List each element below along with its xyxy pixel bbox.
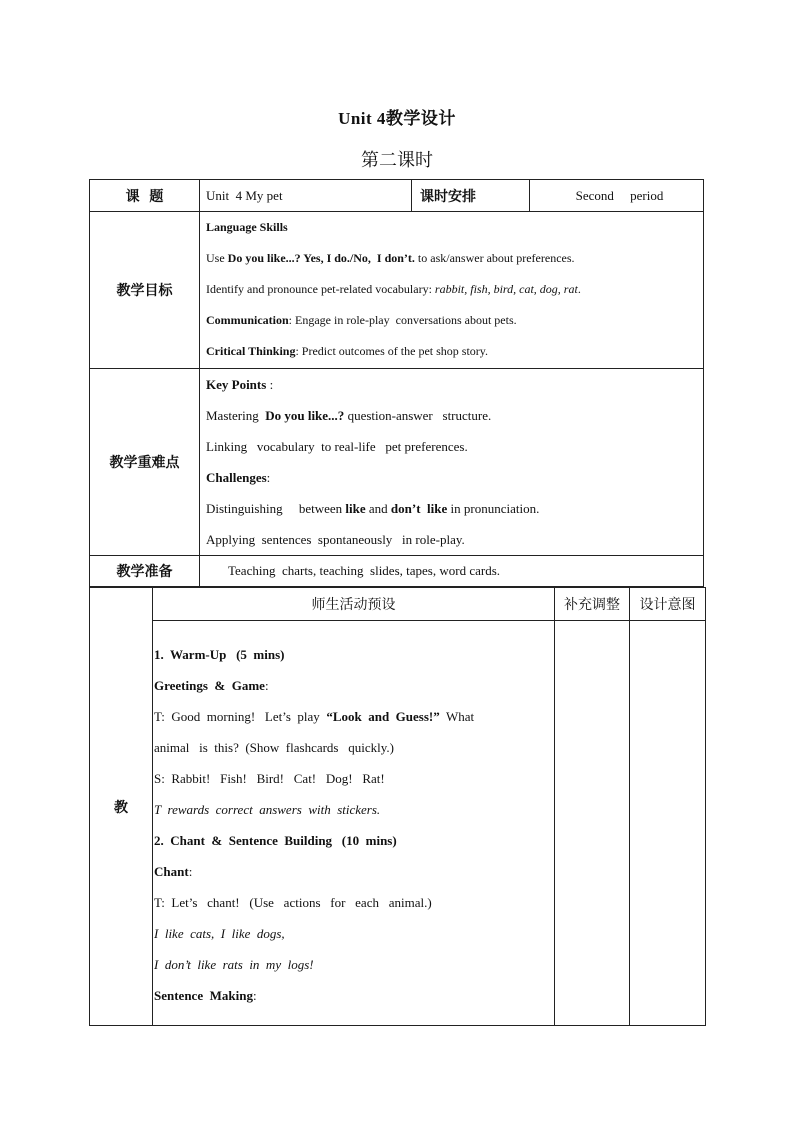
- column-activity-header: 师生活动预设: [153, 588, 555, 621]
- student-answers: S: Rabbit! Fish! Bird! Cat! Dog! Rat!: [154, 771, 385, 786]
- challenge-2: Applying sentences spontaneously in role-play.: [206, 532, 465, 547]
- lesson-subtitle: 第二课时: [361, 150, 433, 171]
- section-chant-title: 2. Chant & Sentence Building (10 mins): [154, 833, 397, 848]
- objectives-content: [200, 212, 704, 369]
- schedule-label: 课时安排: [412, 180, 530, 212]
- key-point-2: Linking vocabulary to real-life pet preferences.: [206, 439, 468, 454]
- sentence-making-heading: Sentence Making:: [154, 988, 257, 1003]
- teacher-line-2: animal is this? (Show flashcards quickly.): [154, 740, 394, 755]
- key-points-heading: Key Points :: [206, 377, 274, 392]
- chant-line-1: I like cats, I like dogs,: [154, 926, 285, 941]
- teacher-chant-line: T: Let’s chant! (Use actions for each animal.): [154, 895, 432, 910]
- key-point-1: Mastering Do you like...? question-answer structure.: [206, 408, 492, 423]
- teacher-line-1: T: Good morning! Let’s play “Look and Guess!” What: [154, 709, 475, 724]
- supplement-column-cell: [555, 621, 630, 1026]
- section-warmup-title: 1. Warm-Up (5 mins): [154, 647, 285, 662]
- key-points-label: 教学重难点: [90, 369, 200, 556]
- column-supplement-header: 补充调整: [555, 588, 630, 621]
- chant-heading: Chant:: [154, 864, 193, 879]
- objective-3: Communication: Engage in role-play conversations about pets.: [206, 313, 517, 327]
- process-label: 教: [90, 588, 153, 1026]
- objectives-label: 教学目标: [90, 212, 200, 369]
- challenges-heading: Challenges:: [206, 470, 271, 485]
- greetings-game-heading: Greetings & Game:: [154, 678, 269, 693]
- objective-4: Critical Thinking: Predict outcomes of the pet shop story.: [206, 344, 488, 358]
- activity-content: [153, 621, 555, 1026]
- reward-note: T rewards correct answers with stickers.: [154, 802, 381, 817]
- topic-label: 课 题: [90, 180, 200, 212]
- document-title: Unit 4教学设计: [338, 109, 456, 128]
- prep-label: 教学准备: [90, 556, 200, 587]
- lesson-info-table: [89, 179, 704, 587]
- challenge-1: Distinguishing between like and don’t like in pronunciation.: [206, 501, 540, 516]
- language-skills-heading: Language Skills: [206, 220, 288, 234]
- topic-value: Unit 4 My pet: [200, 180, 412, 212]
- teaching-process-table: [89, 587, 706, 1026]
- objective-2: Identify and pronounce pet-related vocabulary: rabbit, fish, bird, cat, dog, rat.: [206, 282, 581, 296]
- key-points-content: [200, 369, 704, 556]
- column-intent-header: 设计意图: [630, 588, 706, 621]
- prep-value: Teaching charts, teaching slides, tapes, word cards.: [200, 556, 704, 587]
- schedule-value: Second period: [530, 180, 704, 212]
- objective-1: Use Do you like...? Yes, I do./No, I don’t. to ask/answer about preferences.: [206, 251, 575, 265]
- intent-column-cell: [630, 621, 706, 1026]
- chant-line-2: I don’t like rats in my logs!: [154, 957, 314, 972]
